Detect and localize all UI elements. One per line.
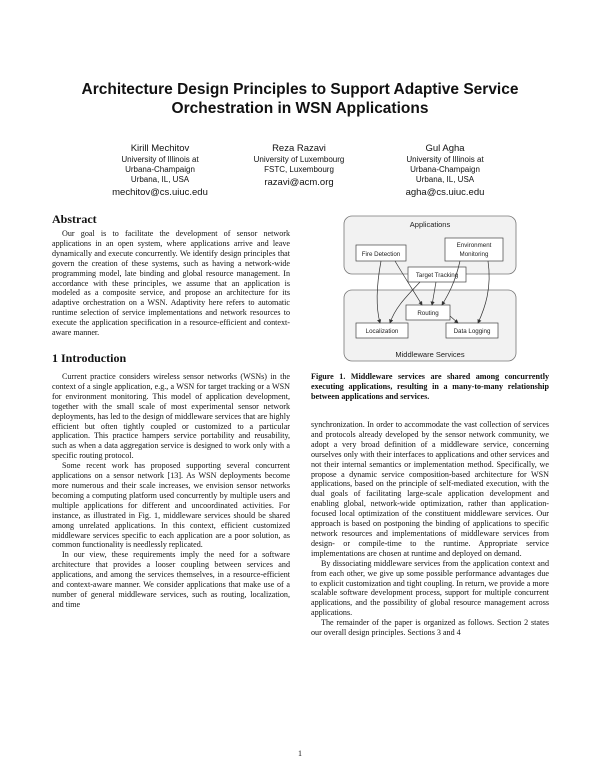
introduction-body xyxy=(52,372,290,610)
localization-label: Localization xyxy=(365,328,399,335)
author-name: Reza Razavi xyxy=(272,143,326,154)
environment-monitoring-label-2: Monitoring xyxy=(459,251,489,258)
author-location: Urbana, IL, USA xyxy=(415,175,475,184)
author-email: razavi@acm.org xyxy=(264,177,334,188)
figure-1-diagram xyxy=(340,213,520,363)
middleware-label: Middleware Services xyxy=(395,350,465,359)
right-paragraph-2: By dissociating middleware services from the application context and from each other, we give up some possible performance advantages due to explicit customization and tight coupling. In return, we provide a more scalable software development process, support for multiple concurrent applications, and the possibility of global resource management across applications. xyxy=(311,558,549,618)
applications-label: Applications xyxy=(409,220,451,229)
right-paragraph-3: The remainder of the paper is organized as follows. Section 2 states our overall design principles. Sections 3 and 4 xyxy=(311,618,549,638)
abstract-paragraph: Our goal is to facilitate the development of sensor network applications in an open system, where applications arrive and leave dynamically and execute concurrently. We identify design principles that govern the creation of these systems, such as having a network-wide programming model, late binding and global resource management. In accordance with these principles, we assume that an application is modeled as a composite service, and propose an architecture for its adaptive orchestration on a WSN. Adaptivity here refers to automatic runtime selection of service implementations and network resources to execute the application specification in a resource-efficient and context-aware manner. xyxy=(52,229,290,338)
author-email: agha@cs.uiuc.edu xyxy=(405,187,485,198)
target-tracking-label: Target Tracking xyxy=(415,272,459,279)
abstract-body xyxy=(52,229,290,338)
introduction-heading: 1 Introduction xyxy=(52,351,127,365)
author-name: Gul Agha xyxy=(425,143,465,154)
author-block-3 xyxy=(370,143,520,199)
author-affiliation: University of Luxembourg xyxy=(253,155,345,164)
author-location: Urbana, IL, USA xyxy=(130,175,190,184)
figure-1-caption: Figure 1. Middleware services are shared among concurrently executing applications, resulting in a many-to-many relationship between applications and services. xyxy=(311,372,549,401)
abstract-heading: Abstract xyxy=(52,212,97,226)
intro-paragraph-3: In our view, these requirements imply the need for a software architecture that provides a looser coupling between services and applications, and among the services themselves, in a resource-efficient and context-aware manner. We consider applications that make use of a number of general middleware services, such as routing, localization, and time xyxy=(52,550,290,609)
author-email: mechitov@cs.uiuc.edu xyxy=(112,187,208,198)
title-line-2: Orchestration in WSN Applications xyxy=(171,100,429,117)
right-column-body xyxy=(311,420,549,638)
data-logging-label: Data Logging xyxy=(453,328,491,335)
author-name: Kirill Mechitov xyxy=(130,143,190,154)
paper-title xyxy=(40,80,560,118)
environment-monitoring-label-1: Environment xyxy=(456,242,492,249)
author-affiliation: University of Illinois at xyxy=(121,155,199,164)
author-affiliation: Urbana-Champaign xyxy=(410,165,480,174)
author-affiliation: University of Illinois at xyxy=(406,155,484,164)
author-block-1 xyxy=(85,143,235,199)
intro-paragraph-2: Some recent work has proposed supporting several concurrent applications on a sensor network [13]. As WSN deployments become more numerous and their scale increases, we envision sensor networks becoming a computing platform used concurrently by multiple users and multiple applications for different and uncoordinated activities. For instance, as illustrated in Fig. 1, middleware services should be shared among unrelated applications. In this context, efficient customized middleware services specific to each application are a poor solution, as common functionality is needlessly replicated. xyxy=(52,461,290,550)
fire-detection-label: Fire Detection xyxy=(361,251,401,258)
title-line-1: Architecture Design Principles to Support Adaptive Service xyxy=(81,81,519,98)
right-paragraph-1: synchronization. In order to accommodate the vast collection of services and protocols already developed by the sensor network community, we adopt a very broad definition of a middleware service, concerning ourselves only with their interfaces to applications and other services and not their internal semantics or implementation method. Specifically, we propose a dynamic service composition-based architecture for WSN applications, based on the principle of self-mediated execution, with the dual goals of facilitating large-scale application development and enabling global, network-wide optimization, rather than application-focused local optimization of the constituent middleware services. Our approach is based on postponing the binding of applications to specific network resources and implementations of middleware services from design- or compile-time to the runtime. Appropriate service implementations are chosen at runtime and deployed on demand. xyxy=(311,420,549,558)
author-affiliation: Urbana-Champaign xyxy=(125,165,195,174)
author-affiliation: FSTC, Luxembourg xyxy=(264,165,334,174)
intro-paragraph-1: Current practice considers wireless sensor networks (WSNs) in the context of a single application, e.g., a WSN for target tracking or a WSN for environment monitoring. This model of application development, together with the small scale of most experimental sensor network deployments, has led to the design of middleware services that are highly efficient but often tightly coupled or customized to a particular application. This practice hampers service portability and reusability, such as when a data aggregation service is designed to work only with a specific routing protocol. xyxy=(52,372,290,461)
routing-label: Routing xyxy=(417,310,439,317)
author-block-2 xyxy=(224,143,374,189)
page-number: 1 xyxy=(298,749,302,758)
